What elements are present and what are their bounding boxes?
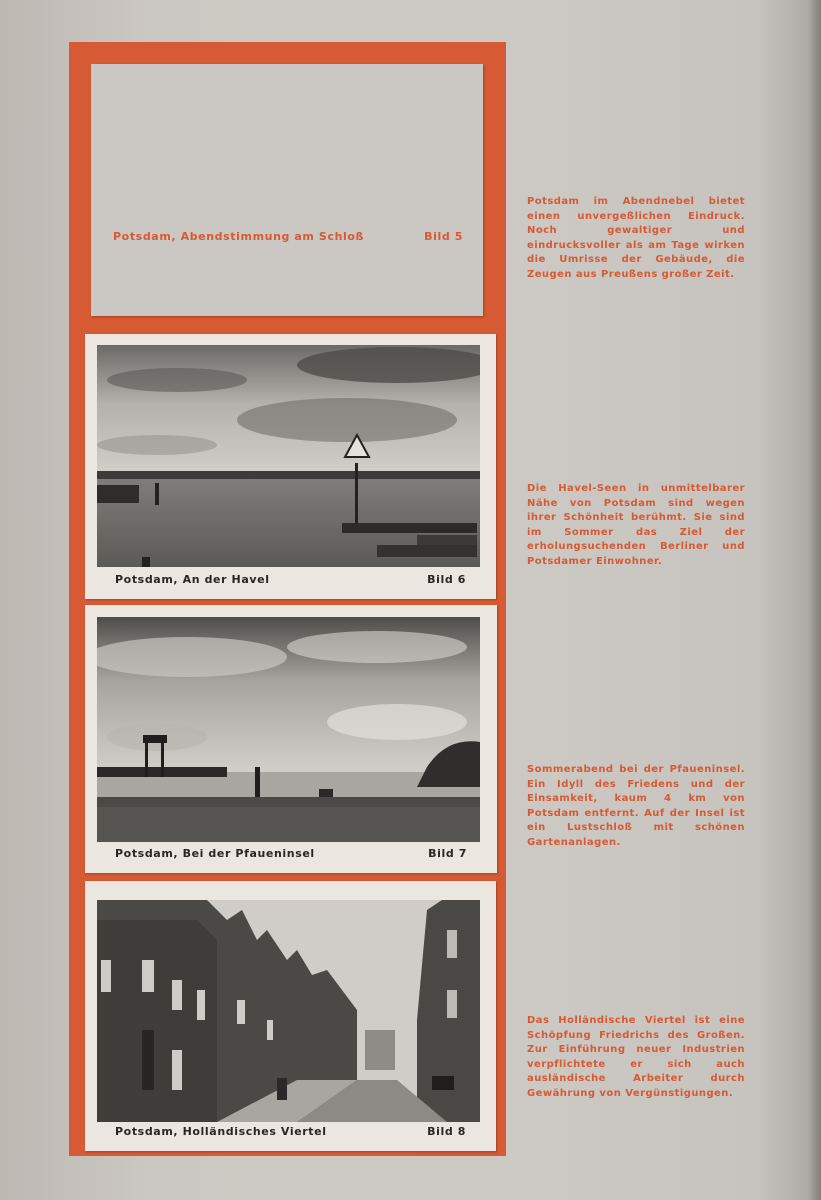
description-bild-7: Sommerabend bei der Pfaueninsel. Ein Idyll des Friedens und der Einsamkeit, kaum 4 km von Potsdam entfernt. Auf der Insel ist ein Lustschloß mit schönen Gartenanlagen. (527, 764, 745, 848)
description-bild-6: Die Havel-Seen in unmittelbarer Nähe von Potsdam sind wegen ihrer Schönheit berühmt. Sie sind im Sommer das Ziel der erholungsuchenden Berliner und Potsdamer Einwohner. (527, 483, 745, 567)
card-slot-bild-5[interactable] (91, 64, 483, 316)
card-caption (115, 573, 466, 586)
caption-number: Bild 6 (427, 573, 466, 586)
card-caption (115, 1125, 466, 1138)
caption-title: Potsdam, Bei der Pfaueninsel (115, 847, 315, 860)
caption-title: Potsdam, Abendstimmung am Schloß (113, 230, 365, 243)
photo-pfaueninsel (97, 617, 480, 842)
photo-havel-lake (97, 345, 480, 567)
description-bild-8: Das Holländische Viertel ist eine Schöpfung Friedrichs des Großen. Zur Einführung neuer Industrien verpflichtete er sich auch ausländische Arbeiter durch Gewährung von Vergünstigungen. (527, 1015, 745, 1099)
photo-hollaendisches-viertel (97, 900, 480, 1122)
card-slot-bild-7[interactable] (85, 605, 497, 873)
caption-number: Bild 7 (428, 847, 467, 860)
caption-number: Bild 5 (424, 230, 463, 243)
caption-title: Potsdam, Holländisches Viertel (115, 1125, 327, 1138)
card-caption (113, 230, 463, 243)
card-caption (115, 847, 467, 860)
caption-title: Potsdam, An der Havel (115, 573, 270, 586)
page-spine-shadow (807, 0, 821, 1200)
card-slot-bild-6[interactable] (85, 334, 496, 599)
card-slot-bild-8[interactable] (85, 881, 496, 1151)
description-bild-5: Potsdam im Abendnebel bietet einen unvergeßlichen Eindruck. Noch gewaltiger und eindrucksvoller als am Tage wirken die Umrisse der Gebäude, die Zeugen aus Preußens großer Zeit. (527, 196, 745, 280)
caption-number: Bild 8 (427, 1125, 466, 1138)
